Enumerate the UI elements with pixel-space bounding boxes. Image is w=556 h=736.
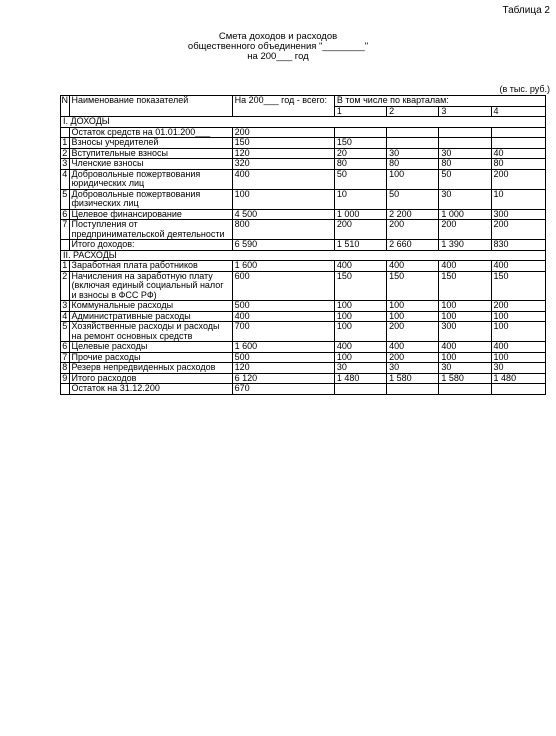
cell-name: Итого расходов xyxy=(69,373,232,384)
cell-q1: 10 xyxy=(334,189,386,209)
cell-q2: 200 xyxy=(387,352,439,363)
cell-n: 9 xyxy=(62,373,68,383)
cell-q2: 200 xyxy=(387,220,439,240)
cell-q4: 150 xyxy=(491,271,545,301)
cell-name: Целевые расходы xyxy=(69,342,232,353)
table-row xyxy=(61,189,546,209)
cell-n: 2 xyxy=(61,271,70,301)
cell-q4: 830 xyxy=(491,240,545,251)
cell-q2: 400 xyxy=(387,342,439,353)
header-q1: 1 xyxy=(334,106,386,117)
cell-total: 500 xyxy=(232,352,334,363)
cell-name: Добровольные пожертвования физических лиц xyxy=(69,189,232,209)
cell-name: Остаток средств на 01.01.200___ xyxy=(69,127,232,138)
income-section-row xyxy=(61,117,546,128)
header-row xyxy=(61,96,546,107)
cell-q4: 200 xyxy=(491,301,545,312)
cell-q1: 1 510 xyxy=(334,240,386,251)
cell-n: 4 xyxy=(62,311,68,321)
expense-section-row xyxy=(61,250,546,261)
cell-q3: 150 xyxy=(439,271,491,301)
cell-n xyxy=(61,127,70,138)
header-quarters: В том числе по кварталам: xyxy=(334,96,545,107)
cell-name: Хозяйственные расходы и расходы на ремонт основных средств xyxy=(69,322,232,342)
cell-n: 1 xyxy=(62,137,68,147)
cell-total: 800 xyxy=(232,220,334,240)
cell-total: 600 xyxy=(232,271,334,301)
cell-q4: 80 xyxy=(491,159,545,170)
cell-q3 xyxy=(439,138,491,149)
cell-n: 2 xyxy=(62,148,68,158)
cell-q1: 150 xyxy=(334,138,386,149)
cell-n: 6 xyxy=(62,341,68,351)
units-note: (в тыс. руб.) xyxy=(499,84,550,94)
cell-n: 3 xyxy=(62,158,68,168)
cell-total: 500 xyxy=(232,301,334,312)
cell-q2 xyxy=(387,138,439,149)
table-row xyxy=(61,148,546,159)
cell-q2: 80 xyxy=(387,159,439,170)
table-row xyxy=(61,261,546,272)
cell-n: 7 xyxy=(61,220,70,240)
table-row xyxy=(61,322,546,342)
header-num: N xyxy=(61,96,70,117)
cell-q4: 1 480 xyxy=(491,373,545,384)
cell-q1: 100 xyxy=(334,301,386,312)
cell-q2: 30 xyxy=(387,148,439,159)
table-row xyxy=(61,352,546,363)
expense-rows xyxy=(61,261,546,395)
table-row xyxy=(61,209,546,220)
cell-name: Остаток на 31.12.200 xyxy=(69,384,232,395)
cell-q4 xyxy=(491,138,545,149)
cell-n: 1 xyxy=(62,260,68,270)
table-row xyxy=(61,373,546,384)
cell-q2: 100 xyxy=(387,169,439,189)
cell-total: 1 600 xyxy=(232,342,334,353)
budget-table xyxy=(60,95,546,395)
cell-q2: 100 xyxy=(387,301,439,312)
cell-q4: 30 xyxy=(491,363,545,374)
cell-q2: 2 660 xyxy=(387,240,439,251)
cell-q1: 100 xyxy=(334,352,386,363)
cell-total: 1 600 xyxy=(232,261,334,272)
cell-name: Прочие расходы xyxy=(69,352,232,363)
cell-q4: 100 xyxy=(491,322,545,342)
cell-q2: 2 200 xyxy=(387,209,439,220)
table-row xyxy=(61,363,546,374)
cell-q4: 200 xyxy=(491,220,545,240)
header-total: На 200___ год - всего: xyxy=(232,96,334,117)
cell-q3: 1 580 xyxy=(439,373,491,384)
cell-q4: 300 xyxy=(491,209,545,220)
cell-q3: 100 xyxy=(439,301,491,312)
table-row xyxy=(61,384,546,395)
cell-q3: 1 000 xyxy=(439,209,491,220)
cell-q1 xyxy=(334,127,386,138)
cell-q3: 300 xyxy=(439,322,491,342)
cell-name: Коммунальные расходы xyxy=(69,301,232,312)
table-row xyxy=(61,127,546,138)
cell-q2: 400 xyxy=(387,261,439,272)
cell-total: 100 xyxy=(232,189,334,209)
cell-q1: 30 xyxy=(334,363,386,374)
cell-q1: 400 xyxy=(334,342,386,353)
cell-q2 xyxy=(387,384,439,395)
cell-q3: 30 xyxy=(439,189,491,209)
table-row xyxy=(61,271,546,301)
cell-q3: 400 xyxy=(439,261,491,272)
cell-q3: 80 xyxy=(439,159,491,170)
cell-q3 xyxy=(439,127,491,138)
cell-name: Целевое финансирование xyxy=(69,209,232,220)
cell-q3: 200 xyxy=(439,220,491,240)
cell-name: Членские взносы xyxy=(69,159,232,170)
cell-total: 6 120 xyxy=(232,373,334,384)
cell-q4: 400 xyxy=(491,261,545,272)
cell-name: Начисления на заработную плату (включая единый социальный налог и взносы в ФСС РФ) xyxy=(69,271,232,301)
cell-q2: 30 xyxy=(387,363,439,374)
table-row xyxy=(61,169,546,189)
cell-n: 8 xyxy=(62,362,68,372)
cell-q1 xyxy=(334,384,386,395)
cell-name: Итого доходов: xyxy=(69,240,232,251)
cell-total: 400 xyxy=(232,169,334,189)
cell-name: Резерв непредвиденных расходов xyxy=(69,363,232,374)
cell-q4: 200 xyxy=(491,169,545,189)
cell-q1: 20 xyxy=(334,148,386,159)
cell-q1: 50 xyxy=(334,169,386,189)
cell-q1: 100 xyxy=(334,322,386,342)
cell-n xyxy=(61,240,70,251)
document-title xyxy=(0,32,556,62)
cell-total: 320 xyxy=(232,159,334,170)
cell-name: Административные расходы xyxy=(69,311,232,322)
cell-q4: 100 xyxy=(491,311,545,322)
cell-q2: 50 xyxy=(387,189,439,209)
table-row xyxy=(61,311,546,322)
cell-q1: 400 xyxy=(334,261,386,272)
cell-total: 6 590 xyxy=(232,240,334,251)
cell-total: 120 xyxy=(232,148,334,159)
cell-q3: 30 xyxy=(439,148,491,159)
expense-section-title: II. РАСХОДЫ xyxy=(61,250,546,261)
header-q4: 4 xyxy=(491,106,545,117)
table-row xyxy=(61,159,546,170)
table-row xyxy=(61,138,546,149)
cell-total: 150 xyxy=(232,138,334,149)
cell-total: 200 xyxy=(232,127,334,138)
cell-q1: 150 xyxy=(334,271,386,301)
cell-q4 xyxy=(491,127,545,138)
cell-total: 4 500 xyxy=(232,209,334,220)
header-q3: 3 xyxy=(439,106,491,117)
table-row xyxy=(61,342,546,353)
cell-q3: 1 390 xyxy=(439,240,491,251)
table-row xyxy=(61,301,546,312)
title-line-2: общественного объединения "________" xyxy=(187,41,369,52)
cell-q4: 100 xyxy=(491,352,545,363)
cell-total: 700 xyxy=(232,322,334,342)
cell-name: Заработная плата работников xyxy=(69,261,232,272)
cell-q1: 1 480 xyxy=(334,373,386,384)
cell-q2: 100 xyxy=(387,311,439,322)
cell-name: Добровольные пожертвования юридических лиц xyxy=(69,169,232,189)
cell-name: Вступительные взносы xyxy=(69,148,232,159)
table-row xyxy=(61,240,546,251)
cell-q2: 1 580 xyxy=(387,373,439,384)
cell-n xyxy=(61,384,70,395)
cell-total: 120 xyxy=(232,363,334,374)
cell-n: 3 xyxy=(62,300,68,310)
income-section-title: I. ДОХОДЫ xyxy=(61,117,546,128)
cell-q2 xyxy=(387,127,439,138)
cell-n: 5 xyxy=(61,189,70,209)
cell-q1: 80 xyxy=(334,159,386,170)
cell-q3: 100 xyxy=(439,352,491,363)
table-row xyxy=(61,220,546,240)
cell-name: Взносы учредителей xyxy=(69,138,232,149)
cell-q4 xyxy=(491,384,545,395)
cell-q2: 200 xyxy=(387,322,439,342)
cell-q3: 50 xyxy=(439,169,491,189)
cell-name: Поступления от предпринимательской деятельности xyxy=(69,220,232,240)
header-name: Наименование показателей xyxy=(69,96,232,117)
title-line-3: на 200___ год xyxy=(247,51,309,62)
cell-total: 400 xyxy=(232,311,334,322)
cell-q4: 40 xyxy=(491,148,545,159)
cell-q4: 400 xyxy=(491,342,545,353)
cell-total: 670 xyxy=(232,384,334,395)
header-q2: 2 xyxy=(387,106,439,117)
cell-q3: 30 xyxy=(439,363,491,374)
cell-n: 6 xyxy=(62,209,68,219)
cell-n: 4 xyxy=(61,169,70,189)
cell-q1: 1 000 xyxy=(334,209,386,220)
title-line-1: Смета доходов и расходов xyxy=(218,31,338,42)
cell-q3: 400 xyxy=(439,342,491,353)
cell-q1: 100 xyxy=(334,311,386,322)
table-number-label: Таблица 2 xyxy=(502,5,550,16)
cell-q2: 150 xyxy=(387,271,439,301)
income-rows xyxy=(61,127,546,250)
cell-q3: 100 xyxy=(439,311,491,322)
cell-n: 5 xyxy=(61,322,70,342)
cell-q3 xyxy=(439,384,491,395)
cell-q4: 10 xyxy=(491,189,545,209)
cell-n: 7 xyxy=(62,352,68,362)
cell-q1: 200 xyxy=(334,220,386,240)
